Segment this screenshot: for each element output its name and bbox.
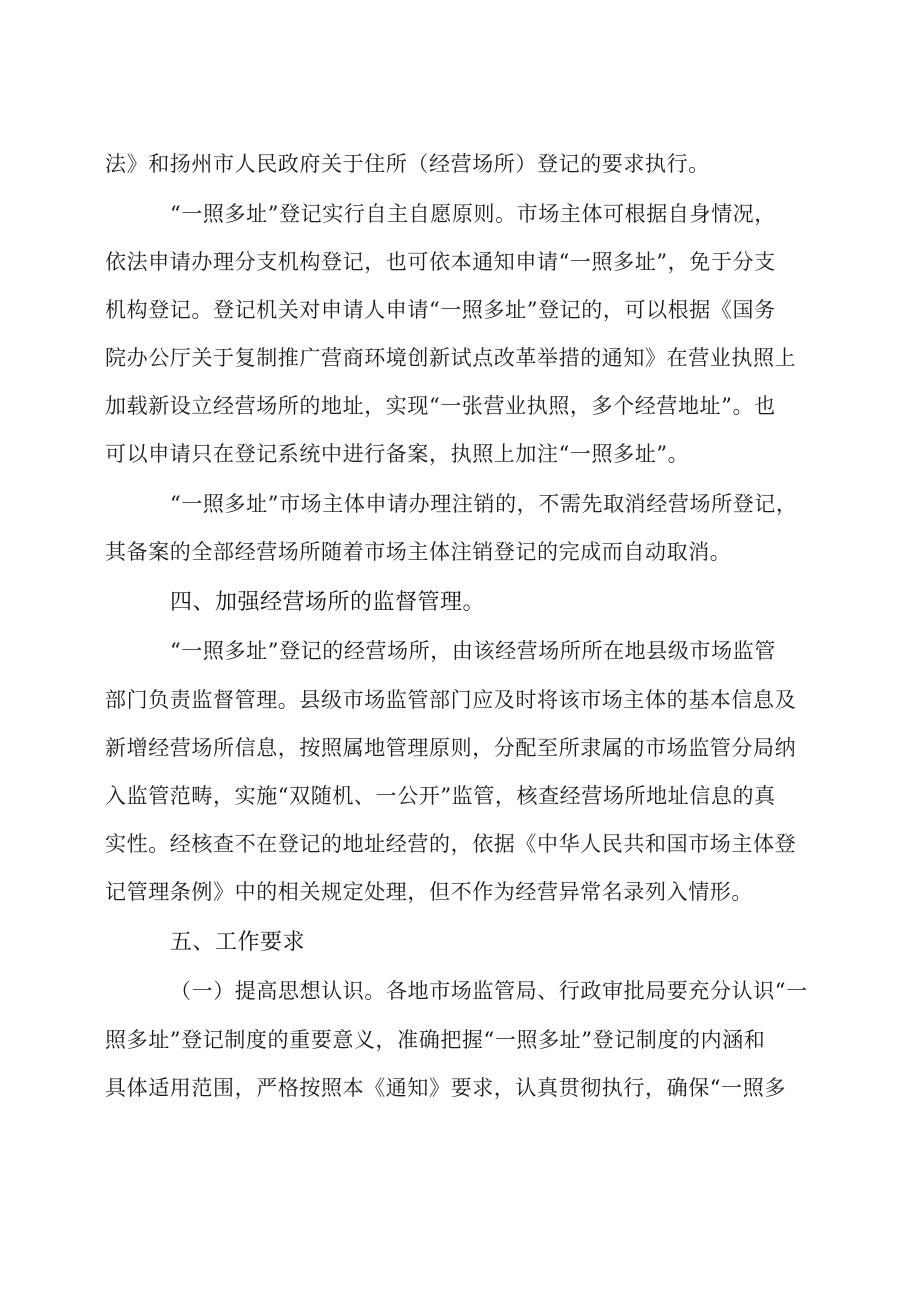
body-text-line: 加载新设立经营场所的地址，实现“一张营业执照，多个经营地址”。也 — [105, 394, 776, 418]
body-text-line: （一）提高思想认识。各地市场监管局、行政审批局要充分认识“一 — [170, 979, 808, 1003]
section-heading: 五、工作要求 — [170, 930, 306, 955]
body-text-line: 具体适用范围，严格按照本《通知》要求，认真贯彻执行，确保“一照多 — [105, 1076, 786, 1100]
body-text-line: “一照多址”登记实行自主自愿原则。市场主体可根据自身情况， — [170, 202, 776, 226]
body-text-line: 入监管范畴，实施“双随机、一公开”监管，核查经营场所地址信息的真 — [105, 784, 776, 808]
body-text-line: 实性。经核查不在登记的地址经营的，依据《中华人民共和国市场主体登 — [105, 832, 797, 856]
body-text-line: 法》和扬州市人民政府关于住所（经营场所）登记的要求执行。 — [105, 152, 710, 176]
body-text-line: 照多址”登记制度的重要意义，准确把握“一照多址”登记制度的内涵和 — [105, 1028, 766, 1052]
body-text-line: 记管理条例》中的相关规定处理，但不作为经营异常名录列入情形。 — [105, 880, 753, 904]
body-text-line: 部门负责监督管理。县级市场监管部门应及时将该市场主体的基本信息及 — [105, 688, 797, 712]
body-text-line: 机构登记。登记机关对申请人申请“一照多址”登记的，可以根据《国务 — [105, 298, 776, 322]
body-text-line: “一照多址”市场主体申请办理注销的，不需先取消经营场所登记， — [170, 492, 798, 516]
section-heading: 四、加强经营场所的监督管理。 — [170, 590, 486, 615]
body-text-line: 新增经营场所信息，按照属地管理原则，分配至所隶属的市场监管分局纳 — [105, 736, 797, 760]
body-text-line: “一照多址”登记的经营场所，由该经营场所所在地县级市场监管 — [170, 639, 776, 663]
body-text-line: 院办公厅关于复制推广营商环境创新试点改革举措的通知》在营业执照上 — [105, 346, 797, 370]
body-text-line: 可以申请只在登记系统中进行备案，执照上加注“一照多址”。 — [105, 442, 690, 466]
body-text-line: 依法申请办理分支机构登记，也可依本通知申请“一照多址”，免于分支 — [105, 250, 776, 274]
body-text-line: 其备案的全部经营场所随着市场主体注销登记的完成而自动取消。 — [105, 540, 732, 564]
